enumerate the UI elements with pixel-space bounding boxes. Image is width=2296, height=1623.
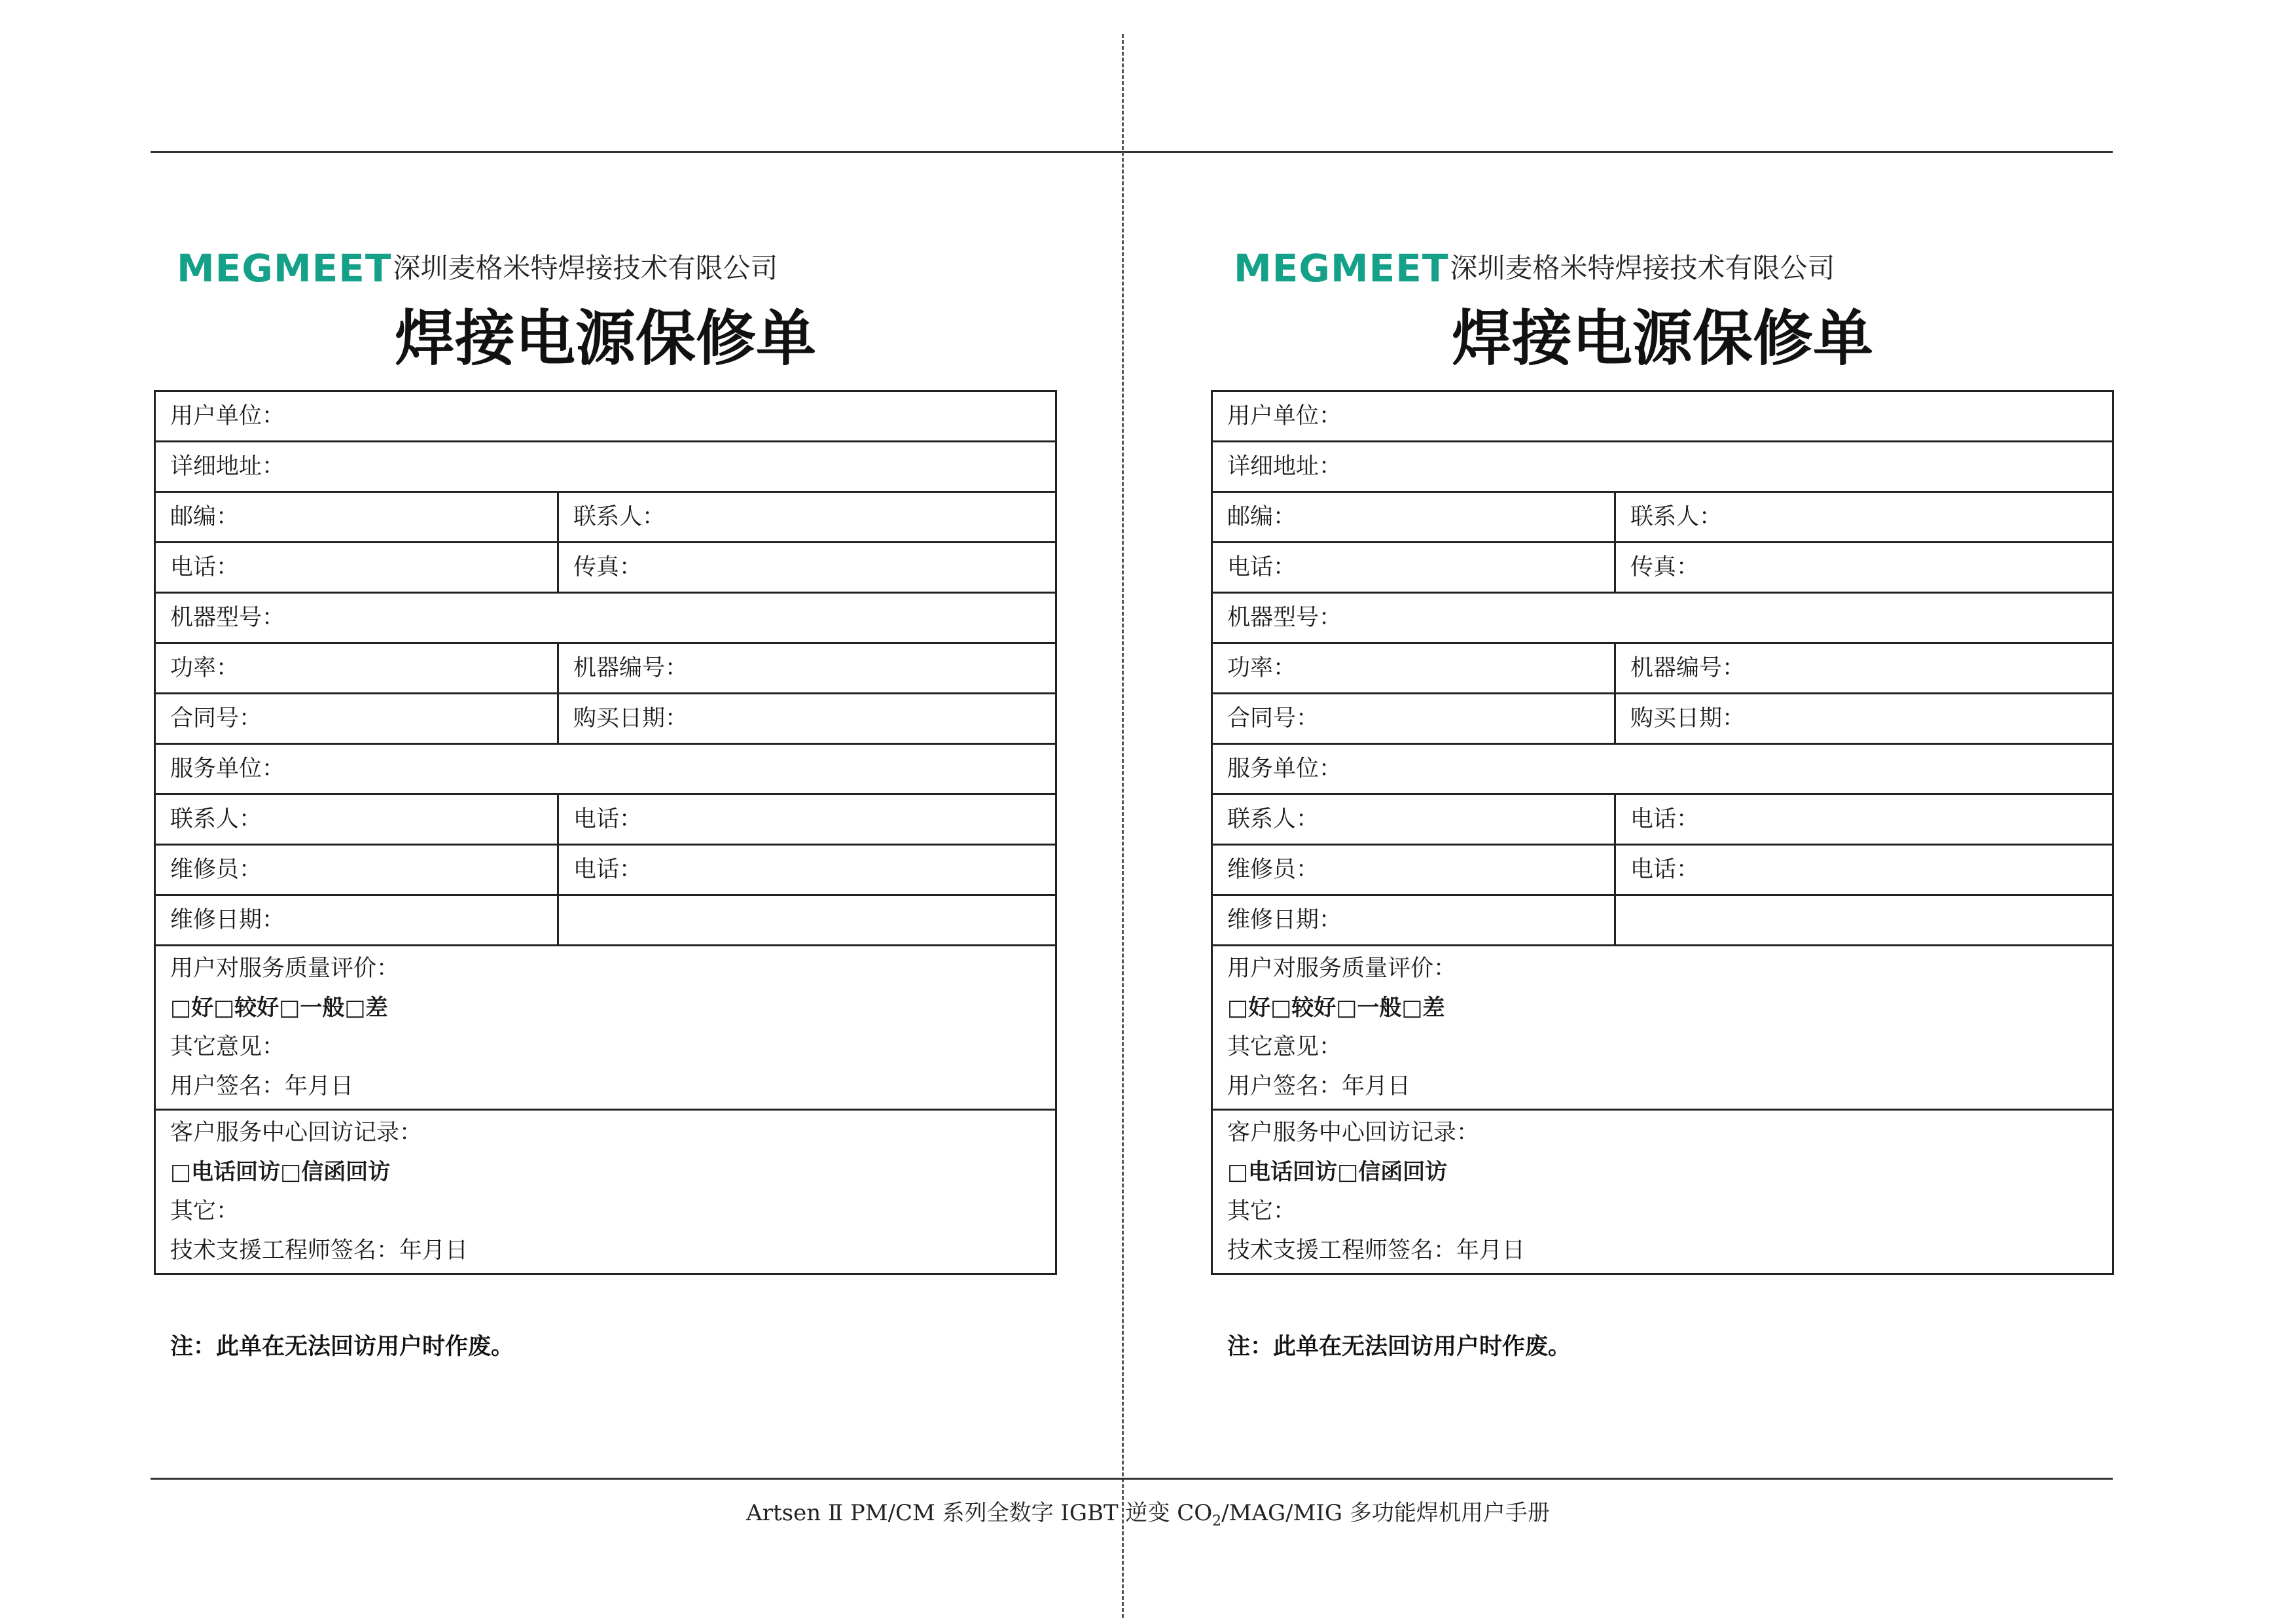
power-field[interactable]: 功率： xyxy=(155,643,558,694)
evaluation-signature[interactable]: 用户签名：年月日 xyxy=(1227,1073,1411,1099)
callback-heading: 客户服务中心回访记录： xyxy=(170,1120,423,1146)
repair-date-value[interactable] xyxy=(558,895,1056,946)
evaluation-block xyxy=(1212,946,2113,1110)
company-name: 深圳麦格米特焊接技术有限公司 xyxy=(393,252,778,284)
megmeet-logo: MEGMEET xyxy=(1234,246,1449,291)
callback-options[interactable]: □电话回访□信函回访 xyxy=(170,1159,391,1185)
footer-subscript: 2 xyxy=(1212,1512,1222,1529)
repair-date-value[interactable] xyxy=(1615,895,2113,946)
service-unit-field[interactable]: 服务单位： xyxy=(1212,744,2113,794)
model-field[interactable]: 机器型号： xyxy=(155,593,1056,643)
callback-block xyxy=(1212,1110,2113,1274)
callback-other[interactable]: 其它： xyxy=(1227,1198,1297,1224)
postcode-field[interactable]: 邮编： xyxy=(1212,492,1615,543)
evaluation-heading: 用户对服务质量评价： xyxy=(1227,955,1457,982)
warranty-table xyxy=(154,390,1057,1275)
header-rule xyxy=(151,151,2113,153)
power-field[interactable]: 功率： xyxy=(1212,643,1615,694)
service-unit-field[interactable]: 服务单位： xyxy=(155,744,1056,794)
user-unit-field[interactable]: 用户单位： xyxy=(1212,391,2113,442)
footer-rule xyxy=(151,1478,2113,1480)
phone-field[interactable]: 电话： xyxy=(155,543,558,593)
service-contact-field[interactable]: 联系人： xyxy=(1212,794,1615,845)
callback-other[interactable]: 其它： xyxy=(170,1198,240,1224)
center-cut-line xyxy=(1122,34,1124,1618)
contract-field[interactable]: 合同号： xyxy=(1212,694,1615,744)
form-note: 注：此单在无法回访用户时作废。 xyxy=(170,1334,514,1360)
repairer-field[interactable]: 维修员： xyxy=(155,845,558,895)
form-title: 焊接电源保修单 xyxy=(394,304,816,374)
callback-signature[interactable]: 技术支援工程师签名：年月日 xyxy=(1227,1238,1526,1264)
address-field[interactable]: 详细地址： xyxy=(155,442,1056,492)
service-phone-field[interactable]: 电话： xyxy=(558,794,1056,845)
serial-field[interactable]: 机器编号： xyxy=(558,643,1056,694)
footer-suffix: /MAG/MIG 多功能焊机用户手册 xyxy=(1221,1500,1550,1526)
purchase-date-field[interactable]: 购买日期： xyxy=(558,694,1056,744)
repairer-phone-field[interactable]: 电话： xyxy=(1615,845,2113,895)
form-note: 注：此单在无法回访用户时作废。 xyxy=(1227,1334,1571,1360)
evaluation-options[interactable]: □好□较好□一般□差 xyxy=(170,995,388,1021)
company-name: 深圳麦格米特焊接技术有限公司 xyxy=(1450,252,1835,284)
contact-field[interactable]: 联系人： xyxy=(1615,492,2113,543)
phone-field[interactable]: 电话： xyxy=(1212,543,1615,593)
user-unit-field[interactable]: 用户单位： xyxy=(155,391,1056,442)
company-header xyxy=(1234,242,1835,294)
form-title: 焊接电源保修单 xyxy=(1451,304,1873,374)
callback-heading: 客户服务中心回访记录： xyxy=(1227,1120,1480,1146)
service-phone-field[interactable]: 电话： xyxy=(1615,794,2113,845)
evaluation-other[interactable]: 其它意见： xyxy=(1227,1034,1342,1060)
callback-options[interactable]: □电话回访□信函回访 xyxy=(1227,1159,1448,1185)
callback-signature[interactable]: 技术支援工程师签名：年月日 xyxy=(170,1238,469,1264)
address-field[interactable]: 详细地址： xyxy=(1212,442,2113,492)
evaluation-heading: 用户对服务质量评价： xyxy=(170,955,400,982)
evaluation-signature[interactable]: 用户签名：年月日 xyxy=(170,1073,354,1099)
repair-date-field[interactable]: 维修日期： xyxy=(155,895,558,946)
evaluation-other[interactable]: 其它意见： xyxy=(170,1034,285,1060)
repair-date-field[interactable]: 维修日期： xyxy=(1212,895,1615,946)
page-footer xyxy=(0,1495,2296,1529)
service-contact-field[interactable]: 联系人： xyxy=(155,794,558,845)
megmeet-logo: MEGMEET xyxy=(177,246,392,291)
postcode-field[interactable]: 邮编： xyxy=(155,492,558,543)
evaluation-block xyxy=(155,946,1056,1110)
fax-field[interactable]: 传真： xyxy=(558,543,1056,593)
footer-prefix: Artsen Ⅱ PM/CM 系列全数字 IGBT 逆变 CO xyxy=(746,1500,1213,1526)
repairer-phone-field[interactable]: 电话： xyxy=(558,845,1056,895)
contact-field[interactable]: 联系人： xyxy=(558,492,1056,543)
fax-field[interactable]: 传真： xyxy=(1615,543,2113,593)
callback-block xyxy=(155,1110,1056,1274)
serial-field[interactable]: 机器编号： xyxy=(1615,643,2113,694)
company-header xyxy=(177,242,778,294)
repairer-field[interactable]: 维修员： xyxy=(1212,845,1615,895)
model-field[interactable]: 机器型号： xyxy=(1212,593,2113,643)
contract-field[interactable]: 合同号： xyxy=(155,694,558,744)
evaluation-options[interactable]: □好□较好□一般□差 xyxy=(1227,995,1445,1021)
warranty-table xyxy=(1211,390,2114,1275)
purchase-date-field[interactable]: 购买日期： xyxy=(1615,694,2113,744)
